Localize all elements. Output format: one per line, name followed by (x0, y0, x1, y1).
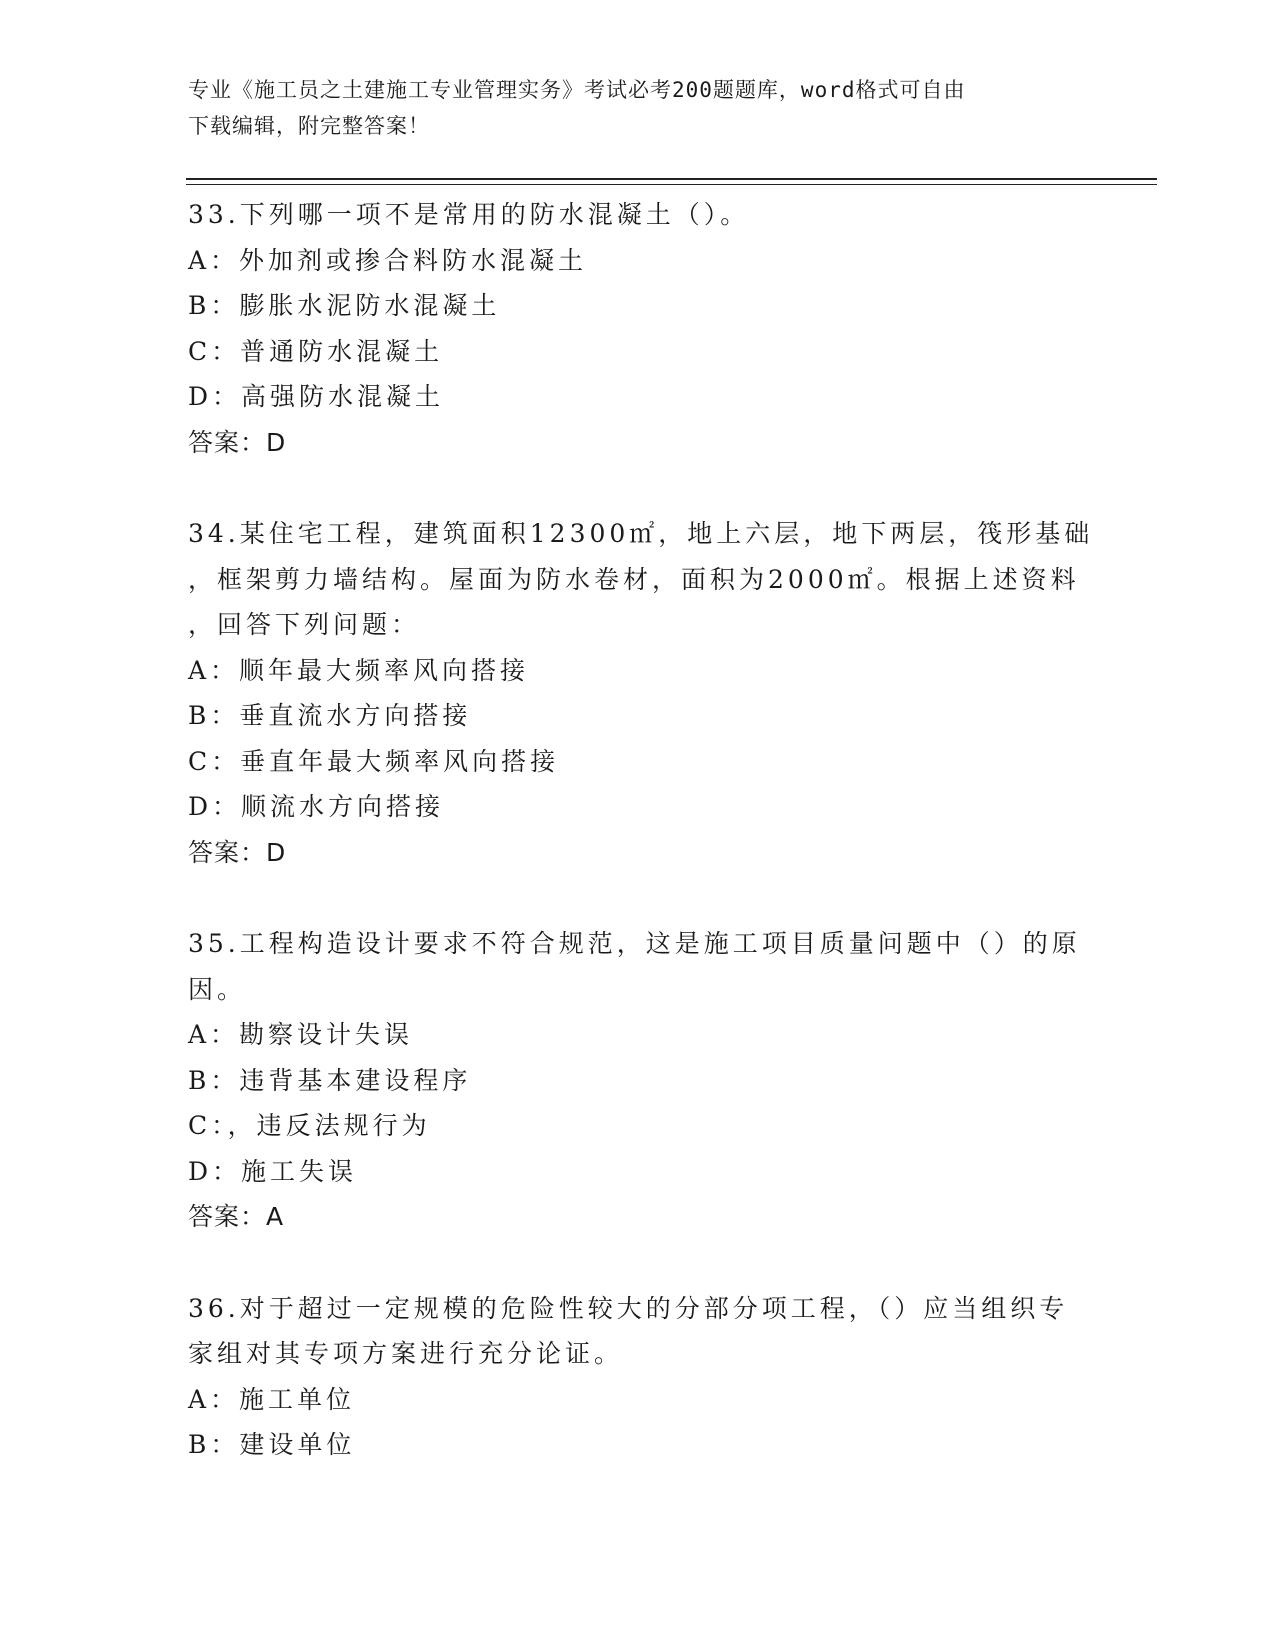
option-d: D：顺流水方向搭接 (188, 792, 445, 821)
question-35 (188, 921, 1088, 1240)
question-stem: 36.对于超过一定规模的危险性较大的分部分项工程，（）应当组织专 (188, 1293, 1069, 1323)
option-c: C：，违反法规行为 (188, 1111, 431, 1140)
question-stem: ，框架剪力墙结构。屋面为防水卷材，面积为2000㎡。根据上述资料 (188, 564, 1080, 594)
option-d: D：高强防水混凝土 (188, 382, 445, 411)
option-d: D：施工失误 (188, 1156, 358, 1186)
answer-label: 答案：D (188, 837, 287, 867)
header-divider-thin (186, 184, 1157, 185)
option-a: A：施工单位 (188, 1384, 356, 1414)
option-a: A：顺年最大频率风向搭接 (188, 655, 530, 685)
document-header (188, 72, 1088, 144)
option-c: C：垂直年最大频率风向搭接 (188, 746, 560, 776)
question-stem: 35.工程构造设计要求不符合规范，这是施工项目质量问题中（）的原 (188, 929, 1081, 958)
question-36 (188, 1286, 1088, 1468)
option-a: A：勘察设计失误 (188, 1020, 414, 1049)
option-b: B：膨胀水泥防水混凝土 (188, 291, 501, 320)
question-stem: 家组对其专项方案进行充分论证。 (188, 1339, 624, 1368)
question-stem: 34.某住宅工程，建筑面积12300㎡，地上六层，地下两层，筏形基础 (188, 519, 1094, 548)
answer-label: 答案：A (188, 1202, 285, 1231)
question-33 (188, 192, 1088, 465)
option-c: C：普通防水混凝土 (188, 336, 444, 366)
question-stem: 33.下列哪一项不是常用的防水混凝土（）。 (188, 200, 750, 229)
answer-label: 答案：D (188, 427, 287, 457)
question-list (188, 192, 1094, 1514)
question-stem: 因。 (188, 974, 247, 1004)
header-divider-thick (186, 178, 1157, 180)
option-b: B：违背基本建设程序 (188, 1065, 472, 1095)
option-b: B：建设单位 (188, 1430, 356, 1459)
header-line-2: 下载编辑，附完整答案！ (188, 114, 430, 138)
question-34 (188, 511, 1094, 875)
option-a: A：外加剂或掺合料防水混凝土 (188, 245, 588, 275)
question-stem: ，回答下列问题： (188, 610, 421, 639)
option-b: B：垂直流水方向搭接 (188, 701, 472, 730)
header-line-1: 专业《施工员之土建施工专业管理实务》考试必考200题题库，word格式可自由 (188, 78, 966, 102)
